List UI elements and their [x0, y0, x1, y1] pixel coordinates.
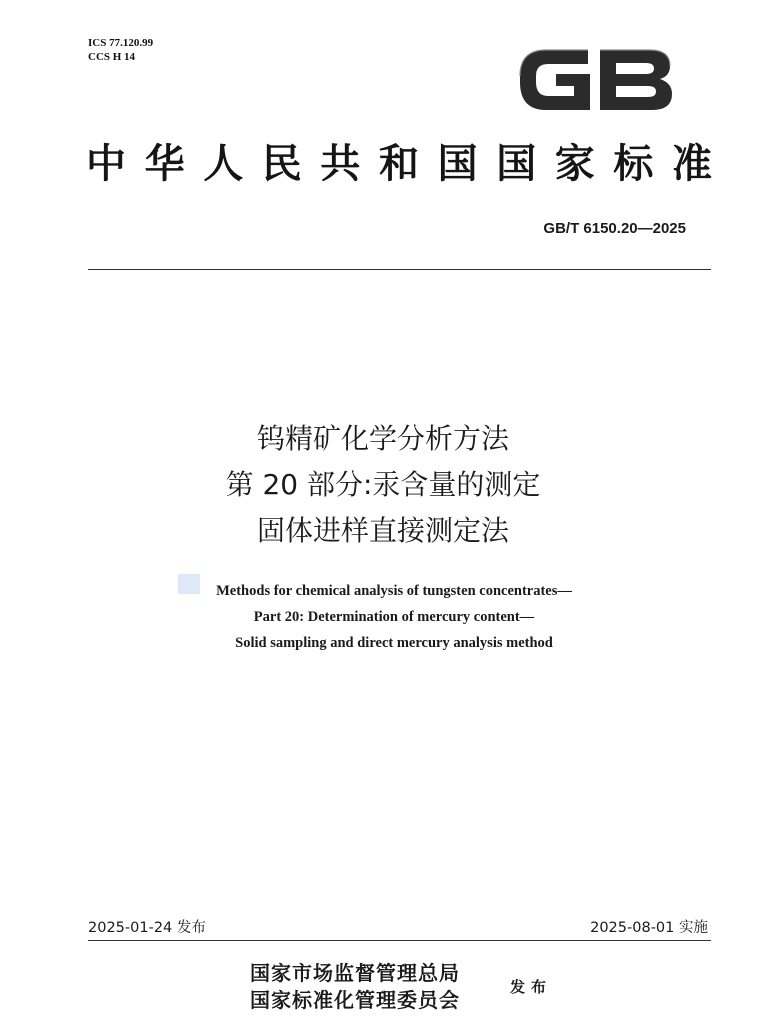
standard-number: GB/T 6150.20—2025 — [543, 220, 686, 237]
ics-code: ICS 77.120.99 — [88, 37, 154, 49]
english-title-line-1: Methods for chemical analysis of tungsten concentrates— — [216, 583, 572, 599]
english-title-line-3: Solid sampling and direct mercury analysis method — [235, 635, 553, 651]
issuer-samr: 国家市场监督管理总局 — [250, 961, 460, 985]
issue-date: 2025-01-24 发布 — [88, 920, 206, 936]
chinese-title-line-1: 钨精矿化学分析方法 — [256, 422, 509, 455]
gb-logo — [510, 36, 680, 120]
publish-label: 发布 — [510, 978, 553, 996]
gb-logo-letter-b — [600, 50, 672, 110]
national-standard-heading: 中华人民共和国国家标准 — [86, 140, 714, 187]
ccs-code: CCS H 14 — [88, 51, 136, 63]
issuing-organizations — [250, 960, 460, 1014]
english-title — [0, 578, 766, 656]
english-title-line-2: Part 20: Determination of mercury content— — [253, 609, 535, 625]
chinese-title-line-3: 固体进样直接测定法 — [256, 514, 509, 547]
implementation-date: 2025-08-01 实施 — [590, 920, 708, 936]
top-divider — [88, 269, 711, 270]
chinese-title-line-2: 第 20 部分:汞含量的测定 — [225, 468, 541, 501]
chinese-title — [0, 416, 766, 554]
classification-codes — [88, 36, 153, 64]
gb-logo-letter-g — [520, 50, 590, 110]
bottom-divider — [88, 940, 711, 941]
issuer-sac: 国家标准化管理委员会 — [250, 988, 460, 1012]
